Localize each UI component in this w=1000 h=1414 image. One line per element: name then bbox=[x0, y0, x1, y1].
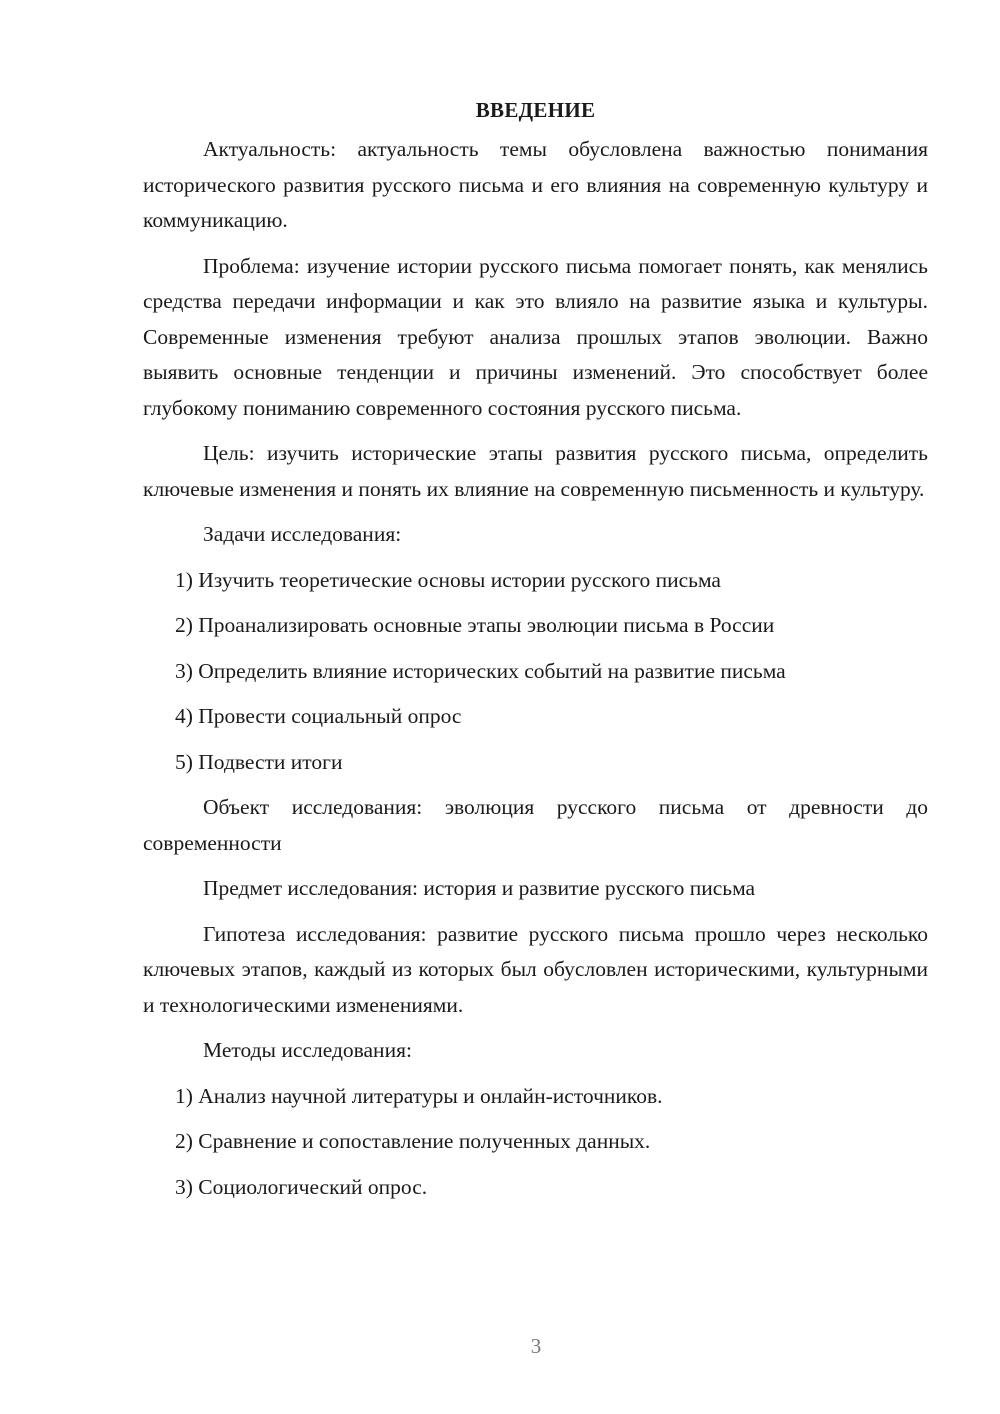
method-item: 1) Анализ научной литературы и онлайн-источников. bbox=[175, 1083, 663, 1108]
problem-paragraph: Проблема: изучение истории русского письма помогает понять, как менялись средства передачи информации и как это влияло на развитие языка и культуры. Современные изменения требуют анализа прошлых этапов эволюции. Важно выявить основные тенденции и причины изменений. Это способствует более глубокому пониманию современного состояния русского письма. bbox=[143, 253, 928, 420]
method-item: 3) Социологический опрос. bbox=[175, 1174, 428, 1199]
tasks-title: Задачи исследования: bbox=[203, 522, 402, 546]
methods-title: Методы исследования: bbox=[203, 1038, 412, 1062]
section-heading: ВВЕДЕНИЕ bbox=[475, 98, 596, 122]
page-content bbox=[143, 92, 928, 1215]
method-item: 2) Сравнение и сопоставление полученных данных. bbox=[175, 1129, 651, 1153]
subject-paragraph: Предмет исследования: история и развитие русского письма bbox=[203, 876, 756, 900]
task-item: 4) Провести социальный опрос bbox=[175, 704, 462, 728]
task-item: 5) Подвести итоги bbox=[175, 749, 343, 774]
page-number: 3 bbox=[530, 1334, 542, 1358]
relevance-paragraph: Актуальность: актуальность темы обусловлена важностью понимания исторического развития русского письма и его влияния на современную культуру и коммуникацию. bbox=[143, 137, 928, 232]
task-item: 3) Определить влияние исторических событий на развитие письма bbox=[175, 658, 786, 683]
hypothesis-paragraph: Гипотеза исследования: развитие русского письма прошло через несколько ключевых этапов, каждый из которых был обусловлен историческими, культурными и технологическими изменениями. bbox=[143, 921, 928, 1017]
task-item: 2) Проанализировать основные этапы эволюции письма в России bbox=[175, 613, 775, 637]
goal-paragraph: Цель: изучить исторические этапы развития русского письма, определить ключевые изменения и понять их влияние на современную письменность и культуру. bbox=[143, 441, 928, 501]
task-item: 1) Изучить теоретические основы истории русского письма bbox=[175, 567, 721, 592]
object-paragraph: Объект исследования: эволюция русского письма от древности до современности bbox=[143, 795, 928, 855]
